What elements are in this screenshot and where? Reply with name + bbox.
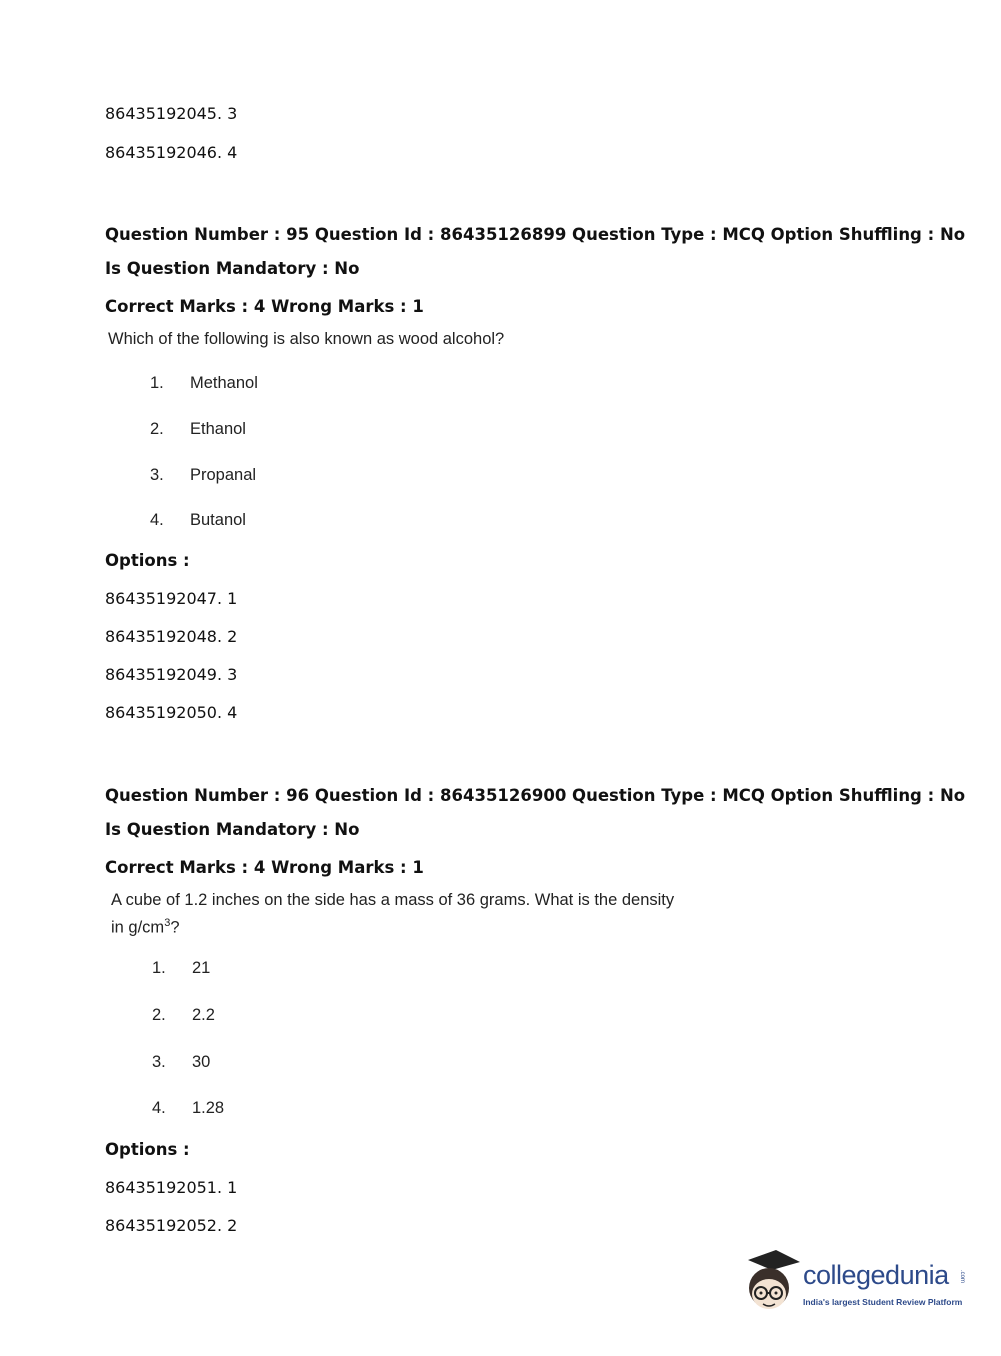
mascot-icon — [742, 1248, 802, 1318]
q96-marks: Correct Marks : 4 Wrong Marks : 1 — [105, 858, 424, 877]
brand-dotcom: .com — [959, 1270, 965, 1284]
option-id-line: 86435192048. 2 — [105, 627, 238, 646]
option-id-line: 86435192046. 4 — [105, 143, 238, 162]
q95-choice: 2. Ethanol — [150, 420, 246, 438]
q96-choice: 2. 2.2 — [152, 1006, 215, 1024]
q95-mandatory: Is Question Mandatory : No — [105, 259, 360, 278]
collegedunia-logo — [742, 1248, 972, 1318]
q96-choice: 3. 30 — [152, 1053, 211, 1071]
q95-choice: 4. Butanol — [150, 511, 246, 529]
option-id-line: 86435192047. 1 — [105, 589, 238, 608]
option-id-line: 86435192045. 3 — [105, 104, 238, 123]
q96-mandatory: Is Question Mandatory : No — [105, 820, 360, 839]
q96-header: Question Number : 96 Question Id : 86435126900 Question Type : MCQ Option Shuffling : No — [105, 786, 966, 805]
brand-tagline: India's largest Student Review Platform — [803, 1297, 963, 1307]
q96-question-text: A cube of 1.2 inches on the side has a mass of 36 grams. What is the density in $g/cm^3$? — [111, 891, 675, 937]
option-id-line: 86435192051. 1 — [105, 1178, 238, 1197]
option-id-line: 86435192049. 3 — [105, 665, 238, 684]
q95-choice: 3. Propanal — [150, 466, 257, 484]
q95-options-label: Options : — [105, 551, 190, 570]
q95-choice: 1. Methanol — [150, 374, 258, 392]
q95-question-text: Which of the following is also known as wood alcohol? — [108, 330, 505, 348]
option-id-line: 86435192050. 4 — [105, 703, 238, 722]
q96-choice: 4. 1.28 — [152, 1099, 225, 1117]
brand-name: collegedunia — [803, 1260, 949, 1290]
q96-options-label: Options : — [105, 1140, 190, 1159]
q96-choice: 1. 21 — [152, 959, 211, 977]
option-id-line: 86435192052. 2 — [105, 1216, 238, 1235]
q95-header: Question Number : 95 Question Id : 86435126899 Question Type : MCQ Option Shuffling : No — [105, 225, 966, 244]
q95-marks: Correct Marks : 4 Wrong Marks : 1 — [105, 297, 424, 316]
